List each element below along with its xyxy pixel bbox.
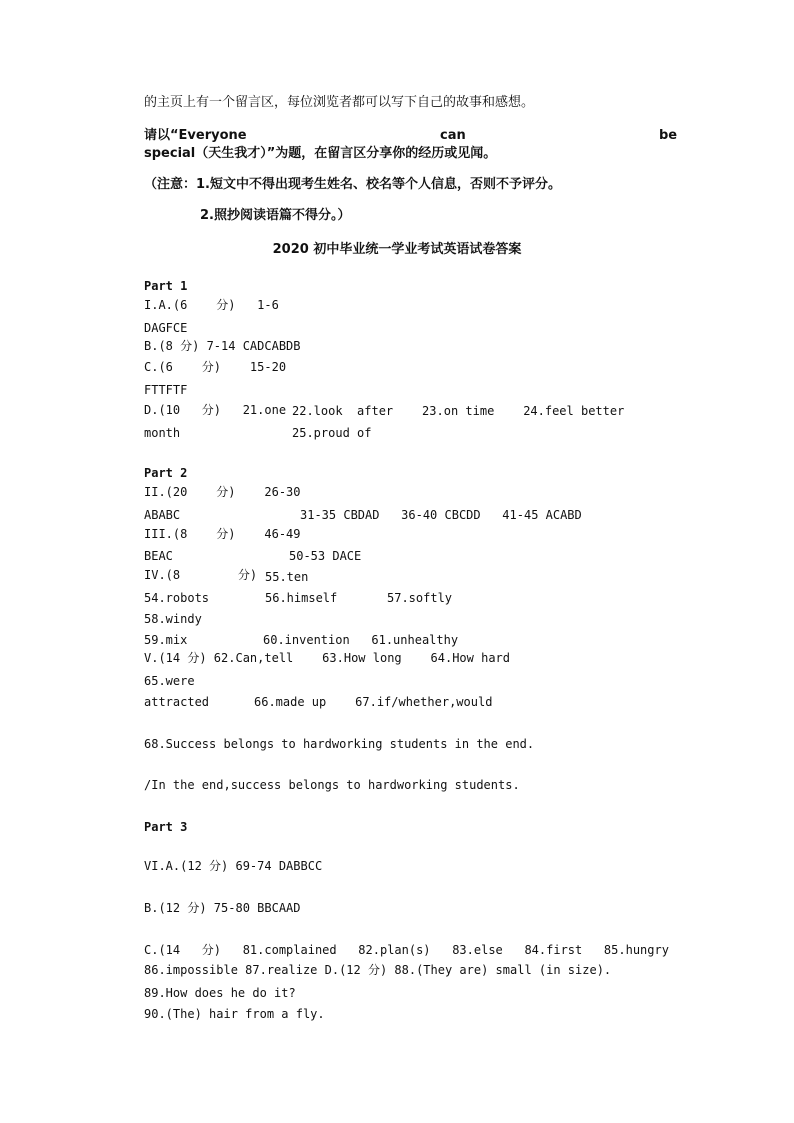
part2-heading: Part 2 xyxy=(144,466,188,480)
part2-line: 57.softly xyxy=(387,591,453,605)
part3-line: VI.A.(12 分) 69-74 DABBCC xyxy=(144,859,323,873)
intro-line: 的主页上有一个留言区，每位浏览者都可以写下自己的故事和感想。 xyxy=(144,95,535,110)
part2-line: /In the end,success belongs to hardworking students. xyxy=(144,778,520,792)
part2-line: BEAC xyxy=(144,549,173,563)
part3-line: 89.How does he do it? xyxy=(144,986,296,1000)
part2-line: 59.mix xyxy=(144,633,188,647)
part1-line: I.A.(6 分) 1-6 xyxy=(144,298,279,312)
note-line-1: （注意：1.短文中不得出现考生姓名、校名等个人信息，否则不予评分。 xyxy=(144,177,561,192)
part2-line: 68.Success belongs to hardworking students in the end. xyxy=(144,737,535,751)
part2-line: V.(14 分) 62.Can,tell 63.How long 64.How hard xyxy=(144,651,511,665)
document-title: 2020 初中毕业统一学业考试英语试卷答案 xyxy=(272,242,522,257)
part1-line: C.(6 分) 15-20 xyxy=(144,360,287,374)
prompt-line-part-b: can xyxy=(440,128,466,143)
part2-line: attracted xyxy=(144,695,210,709)
part2-line: II.(20 分) 26-30 xyxy=(144,485,301,499)
part2-line: 65.were xyxy=(144,674,195,688)
part1-line: D.(10 分) 21.one xyxy=(144,403,287,417)
part2-line: 54.robots xyxy=(144,591,210,605)
part1-line: 25.proud of xyxy=(292,426,372,440)
part3-line: B.(12 分) 75-80 BBCAAD xyxy=(144,901,301,915)
part2-line: IV.(8 分) xyxy=(144,568,258,582)
part3-line: 90.(The) hair from a fly. xyxy=(144,1007,325,1021)
part2-line: 66.made up 67.if/whether,would xyxy=(254,695,493,709)
part1-heading: Part 1 xyxy=(144,279,188,293)
part2-line: 60.invention 61.unhealthy xyxy=(263,633,459,647)
part3-line: 86.impossible 87.realize D.(12 分) 88.(They are) small (in size). xyxy=(144,963,612,977)
prompt-line-part-c: be xyxy=(659,128,678,143)
part2-line: ABABC xyxy=(144,508,181,522)
part1-line: DAGFCE xyxy=(144,321,188,335)
part2-line: 55.ten xyxy=(265,570,309,584)
part2-line: 58.windy xyxy=(144,612,202,626)
part3-line: C.(14 分) 81.complained 82.plan(s) 83.else 84.first 85.hungry xyxy=(144,943,669,957)
prompt-line-part-a: 请以“Everyone xyxy=(144,128,247,143)
part2-line: 56.himself xyxy=(265,591,338,605)
part2-line: 50-53 DACE xyxy=(289,549,362,563)
part1-line: FTTFTF xyxy=(144,383,188,397)
prompt-line-part-d: special（天生我才）”为题，在留言区分享你的经历或见闻。 xyxy=(144,146,497,161)
note-line-2: 2.照抄阅读语篇不得分。） xyxy=(200,208,351,223)
part1-line: B.(8 分) 7-14 CADCABDB xyxy=(144,339,301,353)
part1-line: month xyxy=(144,426,181,440)
part2-line: 31-35 CBDAD 36-40 CBCDD 41-45 ACABD xyxy=(300,508,582,522)
part3-heading: Part 3 xyxy=(144,820,188,834)
part1-line: 22.look after 23.on time 24.feel better xyxy=(292,404,625,418)
part2-line: III.(8 分) 46-49 xyxy=(144,527,301,541)
